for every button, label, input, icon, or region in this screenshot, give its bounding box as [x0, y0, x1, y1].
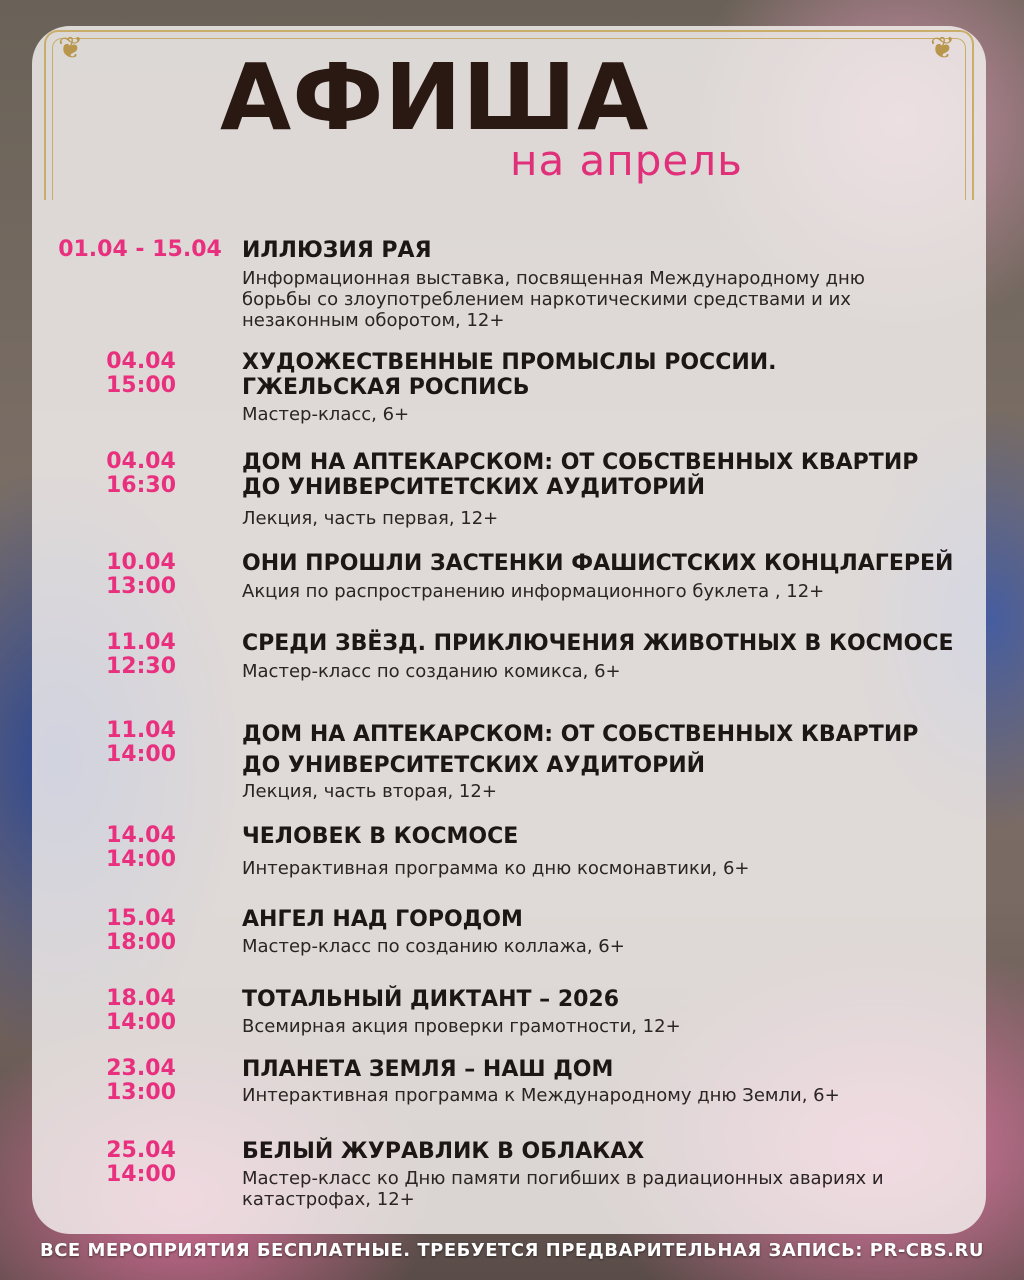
- event-date: 04.04: [106, 349, 176, 374]
- event-description: Всемирная акция проверки грамотности, 12+: [242, 1016, 681, 1037]
- event-date: 10.04: [106, 550, 176, 575]
- event-title: ХУДОЖЕСТВЕННЫЕ ПРОМЫСЛЫ РОССИИ. ГЖЕЛЬСКАЯ РОСПИСЬ: [242, 350, 777, 400]
- event-date: 14.04: [106, 823, 176, 848]
- event-description: Акция по распространению информационного буклета , 12+: [242, 581, 825, 602]
- event-date: 11.04: [106, 630, 176, 655]
- footer-note: ВСЕ МЕРОПРИЯТИЯ БЕСПЛАТНЫЕ. ТРЕБУЕТСЯ ПРЕДВАРИТЕЛЬНАЯ ЗАПИСЬ: PR-CBS.RU: [39, 1240, 985, 1261]
- event-time: 13:00: [105, 1080, 177, 1105]
- event-title: ПЛАНЕТА ЗЕМЛЯ – НАШ ДОМ: [242, 1057, 614, 1082]
- event-description: Мастер-класс по созданию коллажа, 6+: [242, 936, 625, 957]
- event-title: ЧЕЛОВЕК В КОСМОСЕ: [242, 824, 519, 849]
- event-time: 15:00: [105, 373, 177, 398]
- event-title: БЕЛЫЙ ЖУРАВЛИК В ОБЛАКАХ: [242, 1139, 645, 1164]
- page-title: АФИША: [220, 44, 650, 151]
- event-description: Мастер-класс по созданию комикса, 6+: [242, 661, 621, 682]
- event-time: 14:00: [105, 1162, 177, 1187]
- event-time: 16:30: [105, 473, 177, 498]
- event-date: 15.04: [106, 906, 176, 931]
- event-title: АНГЕЛ НАД ГОРОДОМ: [242, 907, 523, 932]
- event-date: 01.04 - 15.04: [58, 237, 222, 262]
- event-time: 12:30: [105, 654, 177, 679]
- event-date: 04.04: [106, 449, 176, 474]
- event-time: 18:00: [105, 930, 177, 955]
- event-title: ДОМ НА АПТЕКАРСКОМ: ОТ СОБСТВЕННЫХ КВАРТИР ДО УНИВЕРСИТЕТСКИХ АУДИТОРИЙ: [242, 722, 919, 778]
- event-description: Интерактивная программа ко дню космонавтики, 6+: [242, 858, 750, 879]
- event-title: СРЕДИ ЗВЁЗД. ПРИКЛЮЧЕНИЯ ЖИВОТНЫХ В КОСМОСЕ: [242, 631, 954, 656]
- event-time: 14:00: [105, 742, 177, 767]
- event-description: Лекция, часть первая, 12+: [242, 508, 499, 529]
- event-title: ДОМ НА АПТЕКАРСКОМ: ОТ СОБСТВЕННЫХ КВАРТИР ДО УНИВЕРСИТЕТСКИХ АУДИТОРИЙ: [242, 450, 919, 500]
- event-description: Мастер-класс ко Дню памяти погибших в радиационных авариях и катастрофах, 12+: [242, 1168, 884, 1210]
- event-date: 23.04: [106, 1056, 176, 1081]
- event-time: 13:00: [105, 574, 177, 599]
- event-time: 14:00: [105, 1010, 177, 1035]
- event-time: 14:00: [105, 847, 177, 872]
- event-date: 18.04: [106, 986, 176, 1011]
- event-title: ОНИ ПРОШЛИ ЗАСТЕНКИ ФАШИСТСКИХ КОНЦЛАГЕРЕЙ: [242, 551, 954, 576]
- page-subtitle: на апрель: [510, 136, 743, 185]
- event-title: ИЛЛЮЗИЯ РАЯ: [242, 238, 432, 263]
- event-title: ТОТАЛЬНЫЙ ДИКТАНТ – 2026: [242, 987, 620, 1012]
- event-description: Интерактивная программа к Международному дню Земли, 6+: [242, 1085, 840, 1106]
- event-date: 25.04: [106, 1138, 176, 1163]
- corner-flourish-icon: ❦: [930, 31, 956, 66]
- event-date: 11.04: [106, 718, 176, 743]
- event-description: Информационная выставка, посвященная Международному дню борьбы со злоупотреблением наркотическими средствами и их незаконным оборотом, 12+: [242, 268, 865, 331]
- event-description: Лекция, часть вторая, 12+: [242, 781, 497, 802]
- corner-flourish-icon: ❦: [58, 31, 84, 66]
- event-description: Мастер-класс, 6+: [242, 404, 410, 425]
